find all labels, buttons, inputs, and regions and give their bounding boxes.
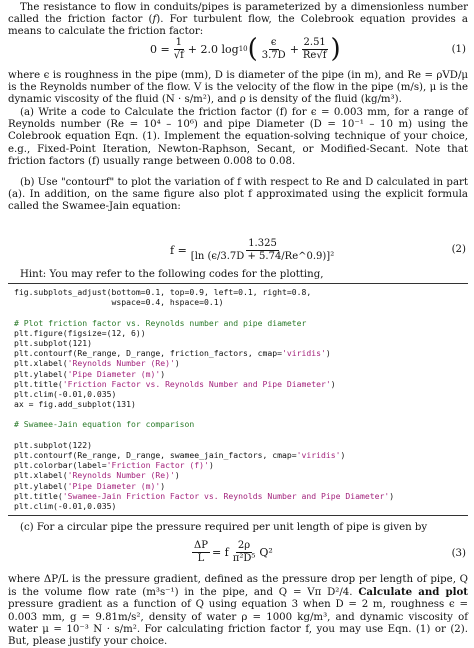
equation-1: 0 = $\frac{1}{√f}$ + 2.0 log 10 ( $\frac{\epsilon}{3.7D}$ + $\frac{2.51}{Re√f}$ ) (1) [150,34,466,64]
part-b-paragraph: (b) Use "contourf" to plot the variation of f with respect to Re and D calculated in part (a). In addition, on the same figure also plot f approximated using the explicit formula called the Swamee-Jain equation: [8,177,468,213]
code-line: plt.xlabel('Reynolds Number (Re)') [14,470,180,481]
code-comment-line: # Swamee-Jain equation for comparison [14,419,195,430]
code-line: fig.subplots_adjust(bottom=0.1, top=0.9, left=0.1, right=0.8, [14,287,312,297]
hint-text: Hint: You may refer to the following codes for the plotting, [20,269,324,280]
code-comment-line: # Plot friction factor vs. Reynolds number and pipe diameter [14,317,307,328]
eq1-fraction-2: $\frac{\epsilon}{3.7D}$ [261,36,286,61]
code-line: plt.colorbar(label='Friction Factor (f)') [14,460,214,471]
code-line: plt.title('Swamee-Jain Friction Factor vs. Reynolds Number and Pipe Diameter') [14,490,395,501]
variables-paragraph: where ϵ is roughness in the pipe (mm), D is diameter of the pipe (in m), and Re = ρVD/μ is the Reynolds number of the flow. V is the velocity of the flow in the pipe (m/s), μ is the dynamic viscosity of the fluid (N · s/m²), and ρ is density of the fluid (kg/m³). [8,70,468,106]
intro-text-end: ). For turbulent flow, the Colebrook equation provides a means to calculate the friction factor: [8,14,468,38]
equation-2 [0,236,474,266]
intro-text: The resistance to flow in conduits/pipes is parameterized by a dimensionless number called the friction factor ( [8,2,468,26]
code-line: wspace=0.4, hspace=0.1) [14,297,224,308]
part-c-paragraph: (c) For a circular pipe the pressure required per unit length of pipe is given by [20,522,428,533]
code-line [14,409,468,419]
eq3-number: (3) [451,548,466,559]
code-block [8,283,468,516]
equation-3: $\frac{\Delta P}{L}$ = f $\frac{2\rho}{\text{π²D⁵}}$ Q² (3) [194,540,466,564]
code-line: plt.contourf(Re_range, D_range, friction_factors, cmap='viridis') [14,348,331,359]
code-line: plt.subplot(122) [14,439,92,450]
eq1-fraction-1: $\frac{1}{√f}$ [173,36,184,61]
intro-f-symbol: f [152,14,157,26]
code-line [14,430,468,440]
code-line: plt.xlabel('Reynolds Number (Re)') [14,358,180,369]
eq1-fraction-3: $\frac{2.51}{Re√f}$ [302,36,327,61]
code-line: plt.figure(figsize=(12, 6)) [14,327,146,338]
calculate-and-plot-bold: Calculate and plot [358,586,468,599]
code-line: plt.clim(-0.01,0.035) [14,388,117,399]
eq3-lhs-fraction: $\frac{\Delta P}{L}$ [194,540,208,564]
eq1-log: + 2.0 log [187,42,239,56]
code-line: ax = fig.add_subplot(131) [14,399,136,410]
eq2-lhs: f = [170,244,187,257]
code-line: plt.subplot(121) [14,337,92,348]
code-line: plt.ylabel('Pipe Diameter (m)') [14,480,166,491]
code-line: plt.ylabel('Pipe Diameter (m)') [14,368,166,379]
code-line [14,307,468,317]
code-line: plt.clim(-0.01,0.035) [14,500,117,511]
eq2-number: (2) [451,244,466,255]
code-line: plt.contourf(Re_range, D_range, swamee_jain_factors, cmap='viridis') [14,450,346,460]
code-line: plt.title('Friction Factor vs. Reynolds Number and Pipe Diameter') [14,378,336,389]
eq1-number: (1) [451,44,466,55]
part-a-paragraph: (a) Write a code to Calculate the friction factor (f) for ϵ = 0.003 mm, for a range of Reynolds number (Re = 10⁴ – 10⁶) and pipe Diameter (D = 10⁻¹ – 10 m) using the Colebrook equation Eqn. (1). Implement the equation-solving technique of your choice, e.g., Fixed-Point Iteration, Newton-Raphson, Secant, or Modified-Secant. Note that friction factors (f) usually range between 0.008 to 0.08. [8,107,468,167]
eq2-fraction: $\frac{1.325}{\text{[ln (ϵ/3.7D + 5.74/Re\textasciicircum{}0.9)]²}}$ [190,238,335,262]
eq1-lhs: 0 = [150,42,170,56]
part-c-details-paragraph: where ΔP/L is the pressure gradient, defined as the pressure drop per length of pipe, Q is the volume flow rate (m³s⁻¹) in the pipe, and Q = Vπ D²/4. Calculate and plot pressure gradient as a function of Q using equation 3 when D = 2 m, roughness ϵ = 0.003 mm, g = 9.81m/s², density of water ρ = 1000 kg/m³, and dynamic viscosity of water μ = 10⁻³ N · s/m². For calculating friction factor f, you may use Eqn. (1) or (2). But, please justify your choice. [8,574,468,648]
eq3-rhs-fraction: $\frac{2\rho}{\text{π²D⁵}}$ [232,540,256,564]
